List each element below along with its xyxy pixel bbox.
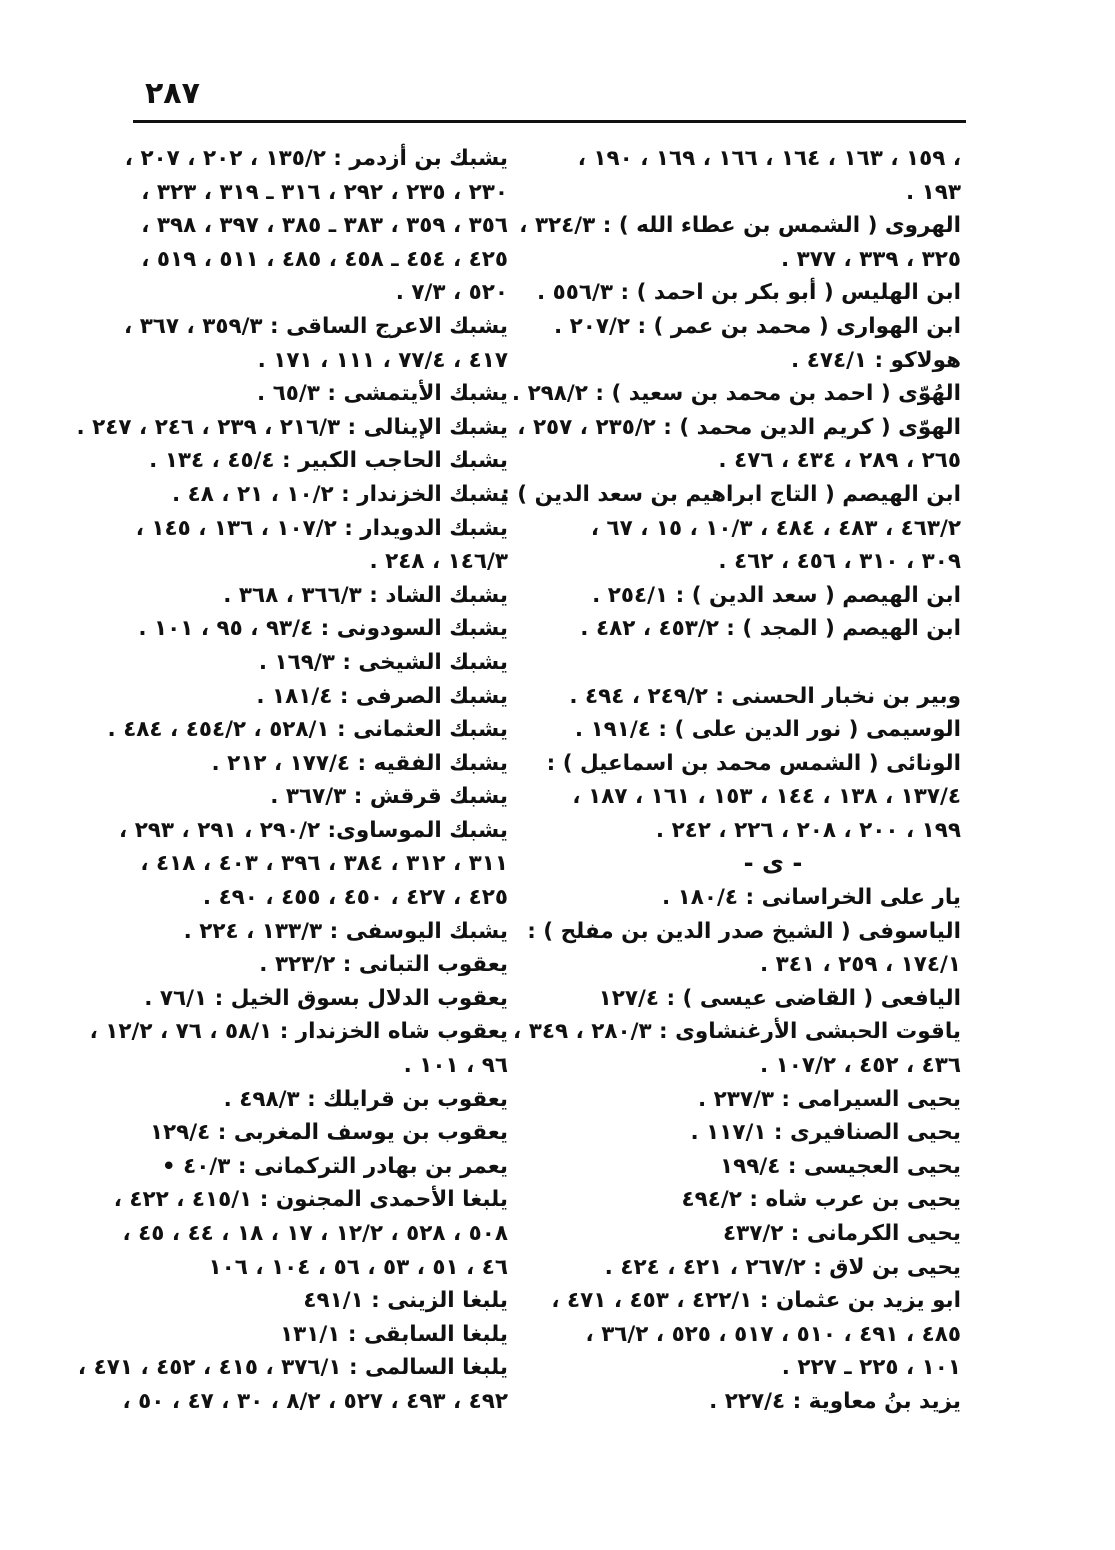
entry-continuation-line: ٥٠٨ ، ٥٢٨ ، ١٢/٢ ، ١٧ ، ١٨ ، ٤٤ ، ٤٥ ، <box>122 1221 508 1246</box>
index-entry <box>517 411 961 478</box>
entry-line: يشبك الخزندار : ١٠/٢ ، ٢١ ، ٤٨ . <box>171 481 508 507</box>
header-rule <box>133 120 966 123</box>
index-entry <box>585 881 961 915</box>
entry-continuation-line: ٤٦ ، ٥١ ، ٥٣ ، ٥٦ ، ١٠٤ ، ١٠٦ <box>208 1254 508 1280</box>
entry-continuation-line: ٣١١ ، ٣١٢ ، ٣٨٤ ، ٣٩٦ ، ٤٠٣ ، ٤١٨ ، <box>140 851 508 877</box>
entry-line: يشبك الشيخى : ١٦٩/٣ . <box>258 649 508 675</box>
entry-continuation-line: ١٠١ ، ٢٢٥ ـ ٢٢٧ . <box>781 1355 961 1381</box>
entry-line: يحيى العجيسى : ١٩٩/٤ <box>720 1153 961 1179</box>
index-entry <box>128 579 508 613</box>
index-entry <box>585 1183 961 1217</box>
blank-spacer <box>585 646 961 680</box>
index-entry <box>580 612 961 646</box>
entry-line: يار على الخراسانى : ١٨٠/٤ . <box>662 885 961 911</box>
entry-line: ابن الهيصم ( التاج ابراهيم بن سعد الدين ) : <box>501 481 961 507</box>
index-entry <box>128 1083 508 1117</box>
entry-line: الياسوفى ( الشيخ صدر الدين بن مفلح ) : <box>527 918 961 944</box>
entry-line: ابن الهيصم ( المجد ) : ٤٥٣/٢ ، ٤٨٢ . <box>580 616 961 642</box>
entry-continuation-line: ٤٩٢ ، ٤٩٣ ، ٥٢٧ ، ٨/٢ ، ٣٠ ، ٤٧ ، ٥٠ ، <box>122 1388 508 1414</box>
entry-line: يحيى السيرامى : ٢٣٧/٣ . <box>697 1086 961 1112</box>
section-letter-heading: - ى - <box>743 849 803 878</box>
entry-line: يشبك بن أزدمر : ١٣٥/٢ ، ٢٠٢ ، ٢٠٧ ، <box>124 146 508 171</box>
index-entry <box>501 478 961 579</box>
entry-continuation-line: ٤٨٥ ، ٤٩١ ، ٥١٠ ، ٥١٧ ، ٥٢٥ ، ٣٦/٢ ، <box>585 1321 961 1347</box>
index-entry <box>128 512 508 579</box>
index-entry <box>128 612 508 646</box>
entry-continuation-line: ٤٦٣/٢ ، ٤٨٣ ، ٤٨٤ ، ١٠/٣ ، ١٥ ، ٦٧ ، <box>590 515 961 541</box>
index-entry <box>119 814 508 915</box>
index-entry <box>128 377 508 411</box>
index-entry <box>569 680 961 714</box>
index-entry <box>128 780 508 814</box>
index-entry <box>128 1116 508 1150</box>
index-entry <box>537 276 961 310</box>
index-entry <box>128 982 508 1016</box>
entry-line: يعقوب الدلال بسوق الخيل : ٧٦/١ . <box>144 985 508 1011</box>
index-entry <box>124 310 508 377</box>
entry-line: يعقوب بن يوسف المغربى : ١٢٩/٤ <box>149 1120 508 1146</box>
entry-continuation-line: ٤٣٦ ، ٤٥٢ ، ١٠٧/٢ . <box>759 1053 961 1079</box>
entry-line: يشبك الشاد : ٣٦٦/٣ ، ٣٦٨ . <box>223 582 508 608</box>
entry-line: يعقوب بن قرايلك : ٤٩٨/٣ . <box>223 1086 508 1112</box>
entry-line: يشبك العثمانى : ٥٢٨/١ ، ٤٥٤/٢ ، ٤٨٤ . <box>107 717 508 743</box>
index-column-left <box>76 142 508 1419</box>
index-entry <box>574 713 961 747</box>
index-entry <box>585 1385 961 1419</box>
entry-line: يزيد بنُ معاوية : ٢٢٧/٤ . <box>709 1388 961 1414</box>
index-entry <box>585 1251 961 1285</box>
index-entry <box>128 680 508 714</box>
entry-continuation-line: ١٤٦/٣ ، ٢٤٨ . <box>369 549 508 575</box>
index-entry <box>585 1217 961 1251</box>
index-entry <box>128 915 508 949</box>
index-entry <box>128 1318 508 1352</box>
entry-continuation-line: ٩٦ ، ١٠١ . <box>403 1053 508 1079</box>
entry-line: يشبك الدويدار : ١٠٧/٢ ، ١٣٦ ، ١٤٥ ، <box>135 515 508 541</box>
entry-line: يلبغا السابقى : ١٣١/١ <box>280 1321 508 1347</box>
index-entry <box>77 1351 508 1418</box>
index-entry <box>553 310 961 344</box>
index-entry <box>128 1284 508 1318</box>
entry-continuation-line: ٤١٧ ، ٧٧/٤ ، ١١١ ، ١٧١ . <box>257 347 508 373</box>
entry-line: يلبغا الزينى : ٤٩١/١ <box>303 1288 508 1314</box>
index-entry <box>585 344 961 378</box>
entry-continuation-line: ١٩٣ . <box>905 179 961 205</box>
entry-line: يشبك السودونى : ٩٣/٤ ، ٩٥ ، ١٠١ . <box>138 616 508 642</box>
entry-line: يشبك الحاجب الكبير : ٤٥/٤ ، ١٣٤ . <box>149 448 508 474</box>
entry-line: يحيى الكرمانى : ٤٣٧/٢ <box>722 1221 961 1246</box>
index-entry <box>128 646 508 680</box>
entry-line: يلبغا السالمى : ٣٧٦/١ ، ٤١٥ ، ٤٥٢ ، ٤٧١ ، <box>77 1355 508 1381</box>
index-entry <box>585 1083 961 1117</box>
index-entry <box>128 478 508 512</box>
entry-continuation-line: ١٩٩ ، ٢٠٠ ، ٢٠٨ ، ٢٢٦ ، ٢٤٢ . <box>655 817 961 843</box>
entry-line: الهُوّى ( احمد بن محمد بن سعيد ) : ٢٩٨/٢ . <box>511 381 961 407</box>
index-entry <box>89 1015 508 1082</box>
entry-continuation-line: ٣٠٩ ، ٣١٠ ، ٤٥٦ ، ٤٦٢ . <box>718 549 961 575</box>
entry-line: يشبك الصرفى : ١٨١/٤ . <box>256 683 508 709</box>
entry-line: يشبك الأيتمشى : ٦٥/٣ . <box>257 381 508 407</box>
entry-line: يحيى بن لاق : ٢٦٧/٢ ، ٤٢١ ، ٤٢٤ . <box>604 1254 961 1280</box>
entry-line: يحيى بن عرب شاه : ٤٩٤/٢ <box>681 1187 961 1213</box>
entry-continuation-line: ١٣٧/٤ ، ١٣٨ ، ١٤٤ ، ١٥٣ ، ١٦١ ، ١٨٧ ، <box>572 784 961 810</box>
index-entry <box>519 209 961 276</box>
entry-line: ياقوت الحبشى الأرغنشاوى : ٢٨٠/٣ ، ٣٤٩ ، <box>513 1019 961 1045</box>
entry-line: الوسيمى ( نور الدين على ) : ١٩١/٤ . <box>574 717 961 743</box>
entry-line: يشبك قرقش : ٣٦٧/٣ . <box>270 784 508 810</box>
entry-continuation-line: ٤٢٥ ، ٤٥٤ ـ ٤٥٨ ، ٤٨٥ ، ٥١١ ، ٥١٩ ، <box>141 246 508 272</box>
entry-continuation-line: ٢٦٥ ، ٢٨٩ ، ٤٣٤ ، ٤٧٦ . <box>718 448 961 474</box>
entry-line: الهروى ( الشمس بن عطاء الله ) : ٣٢٤/٣ ، <box>519 213 961 239</box>
index-entry <box>76 411 508 445</box>
index-entry <box>585 579 961 613</box>
index-entry <box>546 747 961 848</box>
index-entry <box>128 444 508 478</box>
index-entry <box>128 948 508 982</box>
index-column-right <box>501 142 961 1419</box>
index-entry <box>113 1183 508 1284</box>
entry-continuation-line: ٥٢٠ ، ٧/٣ . <box>395 280 508 306</box>
index-entry <box>527 915 961 982</box>
entry-line: يعمر بن بهادر التركمانى : ٤٠/٣ • <box>161 1153 508 1179</box>
index-entry <box>585 1116 961 1150</box>
index-entry <box>128 747 508 781</box>
index-entry <box>585 982 961 1016</box>
index-entry <box>577 142 961 209</box>
entry-line: ، ١٥٩ ، ١٦٣ ، ١٦٤ ، ١٦٦ ، ١٦٩ ، ١٩٠ ، <box>577 146 961 171</box>
index-entry <box>128 1150 508 1184</box>
entry-continuation-line: ٢٣٠ ، ٢٣٥ ، ٢٩٢ ، ٣١٦ ـ ٣١٩ ، ٣٢٣ ، <box>141 179 508 205</box>
index-entry <box>513 1015 961 1082</box>
entry-continuation-line: ٣٢٥ ، ٣٣٩ ، ٣٧٧ . <box>780 246 961 272</box>
entry-continuation-line: ١٧٤/١ ، ٢٥٩ ، ٣٤١ . <box>759 952 961 978</box>
entry-line: اليافعى ( القاضى عيسى ) : ١٢٧/٤ <box>598 985 961 1011</box>
index-entry <box>124 142 508 310</box>
index-entry <box>551 1284 961 1385</box>
index-entry <box>585 1150 961 1184</box>
entry-line: يحيى الصنافيرى : ١١٧/١ . <box>690 1120 961 1146</box>
entry-continuation-line: ٣٥٦ ، ٣٥٩ ، ٣٨٣ ـ ٣٨٥ ، ٣٩٧ ، ٣٩٨ ، <box>141 213 508 239</box>
entry-line: وبير بن نخبار الحسنى : ٢٤٩/٢ ، ٤٩٤ . <box>569 683 961 709</box>
entry-line: يلبغا الأحمدى المجنون : ٤١٥/١ ، ٤٢٢ ، <box>113 1187 508 1213</box>
entry-line: يشبك الاعرج الساقى : ٣٥٩/٣ ، ٣٦٧ ، <box>124 313 508 339</box>
entry-line: يعقوب شاه الخزندار : ٥٨/١ ، ٧٦ ، ١٢/٢ ، <box>89 1019 508 1045</box>
index-entry <box>107 713 508 747</box>
entry-line: يشبك الإينالى : ٢١٦/٣ ، ٢٣٩ ، ٢٤٦ ، ٢٤٧ . <box>76 414 508 440</box>
entry-line: ابن الهليس ( أبو بكر بن احمد ) : ٥٥٦/٣ . <box>537 280 961 306</box>
index-entry <box>511 377 961 411</box>
entry-line: يشبك الفقيه : ١٧٧/٤ ، ٢١٢ . <box>211 750 508 776</box>
entry-line: يعقوب التبانى : ٣٢٣/٢ . <box>259 952 508 978</box>
entry-line: يشبك الموساوى: ٢٩٠/٢ ، ٢٩١ ، ٢٩٣ ، <box>119 817 508 843</box>
entry-line: هولاكو : ٤٧٤/١ . <box>791 347 961 373</box>
page-number: ٢٨٧ <box>145 76 200 111</box>
entry-line: ابن الهيصم ( سعد الدين ) : ٢٥٤/١ . <box>592 582 961 608</box>
entry-line: ابو يزيد بن عثمان : ٤٢٢/١ ، ٤٥٣ ، ٤٧١ ، <box>551 1288 961 1314</box>
entry-line: الونائى ( الشمس محمد بن اسماعيل ) : <box>546 750 961 776</box>
entry-line: الهوّى ( كريم الدين محمد ) : ٢٣٥/٢ ، ٢٥٧ ، <box>517 414 961 440</box>
entry-continuation-line: ٤٢٥ ، ٤٢٧ ، ٤٥٠ ، ٤٥٥ ، ٤٩٠ . <box>202 885 508 911</box>
entry-line: يشبك اليوسفى : ١٣٣/٣ ، ٢٢٤ . <box>183 918 508 944</box>
entry-line: ابن الهوارى ( محمد بن عمر ) : ٢٠٧/٢ . <box>553 313 961 339</box>
